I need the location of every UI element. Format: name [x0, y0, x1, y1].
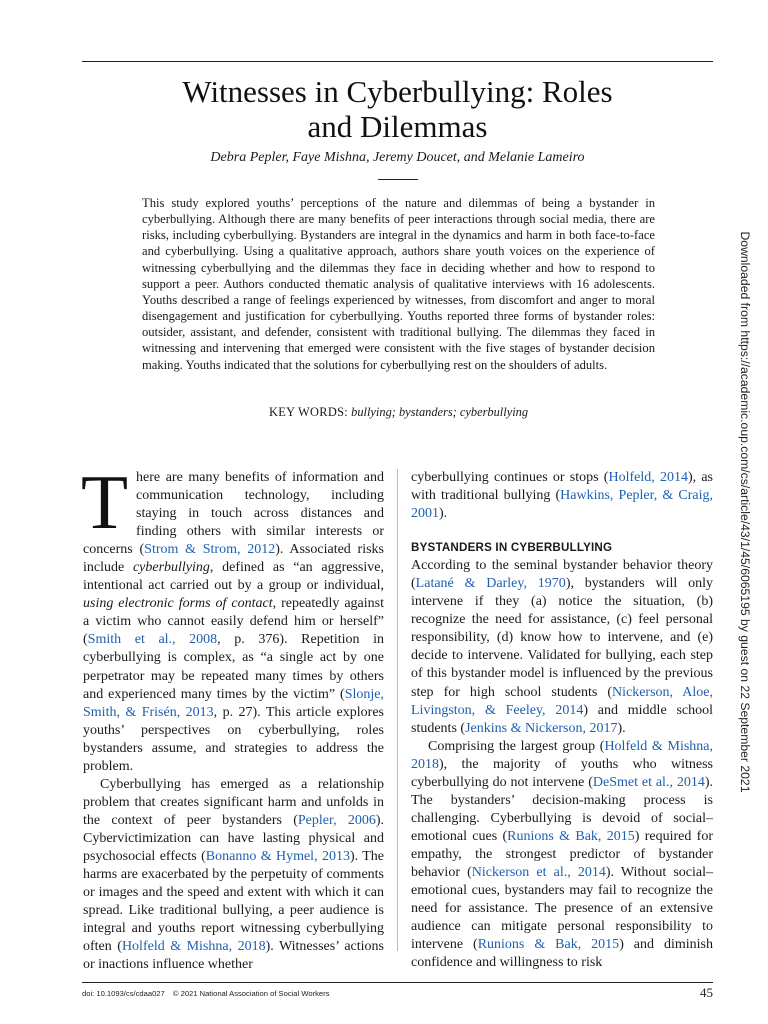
drop-cap: T [81, 459, 129, 545]
keywords [142, 404, 655, 420]
text-run: , p. 376). Repetition in cyberbullying is complex, as “a single act by one perpetrator may be repeated many times by others and experienced many times by the victim” ( [83, 632, 384, 702]
text-run: here are many benefits of information and communication technology, including staying in touch across distances and finding others with similar interests or concerns ( [83, 470, 384, 558]
citation-link[interactable]: Runions & Bak, 2015 [477, 937, 620, 953]
text-run: ). The harms are exacerbated by the perpetuity of comments or images and the speed and extent with which it can spread. Like traditional bullying, a peer audience is integral and youths report witnessing cyberbullying often ( [83, 848, 385, 955]
citation-link[interactable]: Strom & Strom, 2012 [144, 542, 276, 558]
citation-link[interactable]: Latané & Darley, 1970 [415, 576, 566, 592]
body-paragraph [83, 776, 384, 975]
citation-link[interactable]: DeSmet et al., 2014 [592, 774, 705, 790]
text-run: ), as with traditional bullying ( [411, 470, 714, 504]
text-run: ). Without social–emotional cues, bystanders may fail to recognize the need for assistance. The presence of an extensive audience can mitigate personal responsibility to intervene ( [411, 864, 713, 953]
citation-link[interactable]: Holfeld, 2014 [608, 470, 688, 485]
title-line-2: and Dilemmas [307, 109, 488, 144]
footer-info [82, 989, 329, 998]
body-paragraph [411, 738, 713, 973]
title-line-1: Witnesses in Cyberbullying: Roles [182, 74, 613, 109]
text-run: ). [617, 720, 626, 736]
title-divider [378, 179, 418, 180]
keywords-terms: bullying; bystanders; cyberbullying [351, 405, 529, 419]
text-run: cyberbullying continues or stops ( [411, 470, 609, 485]
text-run: , defined as “an aggressive, intentional act carried out by a group or individual, [83, 560, 384, 594]
text-run: ). [439, 506, 448, 522]
abstract: This study explored youths’ perceptions of the nature and dilemmas of being a bystander in cyberbullying. Although there are many benefits of peer interactions through social media, there are risks, including cyberbullying. Bystanders are integral in the dynamics and harm in both face-to-face and cyberbullying. Using a qualitative approach, authors share youth voices on the experience of witnessing cyberbullying and the dilemmas they face in deciding whether and how to respond to support a peer. Authors conducted thematic analysis of qualitative interviews with 16 adolescents. Youths described a range of feelings experienced by witnesses, from discomfort and anger to moral disengagement and justification for cyberbullying. Youths reported three forms of bystander roles: outsider, assistant, and defender, consistent with traditional bullying. The dilemmas they faced in witnessing and intervening that emerged were consistent with the five stages of bystander decision making. Youths indicated that the solutions for cyberbullying rest on the shoulders of adults. [142, 196, 655, 372]
citation-link[interactable]: Nickerson, Aloe, Livingston, & Feeley, 2014 [411, 684, 714, 718]
term-emphasis: cyberbullying [132, 560, 210, 576]
citation-link[interactable]: Hawkins, Pepler, & Craig, 2001 [411, 488, 713, 522]
text-run: ) and diminish confidence and willingness to risk [411, 937, 713, 971]
text-run: Comprising the largest group ( [428, 738, 605, 754]
section-heading: BYSTANDERS IN CYBERBULLYING [411, 541, 613, 555]
article-title [82, 74, 713, 144]
text-run: According to the seminal bystander behavior theory ( [411, 558, 713, 592]
download-watermark-text: Downloaded from https://academic.oup.com/cs/article/43/1/45/6065195 by guest on 22 September 2021 [738, 231, 752, 793]
body-paragraph [411, 557, 713, 737]
citation-link[interactable]: Holfeld & Mishna, 2018 [411, 738, 714, 772]
citation-link[interactable]: Runions & Bak, 2015 [507, 828, 635, 844]
citation-link[interactable]: Holfeld & Mishna, 2018 [121, 939, 266, 955]
term-emphasis: using electronic forms of contact [83, 596, 273, 612]
citation-link[interactable]: Nickerson et al., 2014 [471, 864, 606, 880]
top-rule [82, 61, 713, 62]
text-run: ), the majority of youths who witness cyberbullying do not intervene ( [411, 756, 713, 790]
left-column [81, 459, 385, 973]
citation-link[interactable]: Pepler, 2006 [297, 812, 376, 828]
doi: doi: 10.1093/cs/cdaa027 [82, 989, 165, 998]
text-run: Cyberbullying has emerged as a relationship problem that creates significant harm and unfolds in the context of peer bystanders ( [83, 776, 384, 828]
text-run: ). Witnesses’ actions or inactions influence whether [83, 939, 384, 973]
intro-paragraph [81, 459, 384, 776]
text-run: , repeatedly against a victim who cannot easily defend him or herself” ( [83, 596, 384, 648]
text-run: ). Cybervictimization can have lasting physical and psychosocial effects ( [83, 812, 384, 864]
page-number: 45 [700, 985, 713, 1000]
text-run: ). Associated risks include [83, 542, 384, 576]
text-run: , p. 27). This article explores youths’ perspectives on cyberbullying, roles bystanders assume, and strategies to address the problem. [83, 704, 384, 774]
citation-link[interactable]: Bonanno & Hymel, 2013 [205, 848, 350, 864]
text-run: ). The bystanders’ decision-making process is challenging. Cyberbullying is devoid of social–emotional cues ( [411, 774, 713, 844]
text-run: ) and middle school students ( [411, 702, 713, 736]
keywords-label: KEY WORDS: [268, 405, 349, 419]
text-run: ) required for empathy, the strongest predictor of bystander behavior ( [411, 828, 713, 880]
right-column [411, 469, 714, 971]
citation-link[interactable]: Slonje, Smith, & Frisén, 2013 [83, 686, 384, 720]
author-list: Debra Pepler, Faye Mishna, Jeremy Doucet, and Melanie Lameiro [210, 150, 585, 165]
footer-rule [82, 982, 713, 983]
text-run: ), bystanders will only intervene if they (a) notice the situation, (b) recognize the need for assistance, (c) feel personal responsibility, (d) know how to intervene, and (e) decide to intervene. Validated for bullying, each step of this bystander model is influenced by the previous step for high school students ( [411, 576, 713, 700]
body-paragraph [411, 469, 713, 523]
citation-link[interactable]: Smith et al., 2008 [87, 632, 218, 648]
copyright: © 2021 National Association of Social Workers [172, 989, 330, 998]
column-divider [397, 469, 398, 951]
citation-link[interactable]: Jenkins & Nickerson, 2017 [465, 720, 618, 736]
